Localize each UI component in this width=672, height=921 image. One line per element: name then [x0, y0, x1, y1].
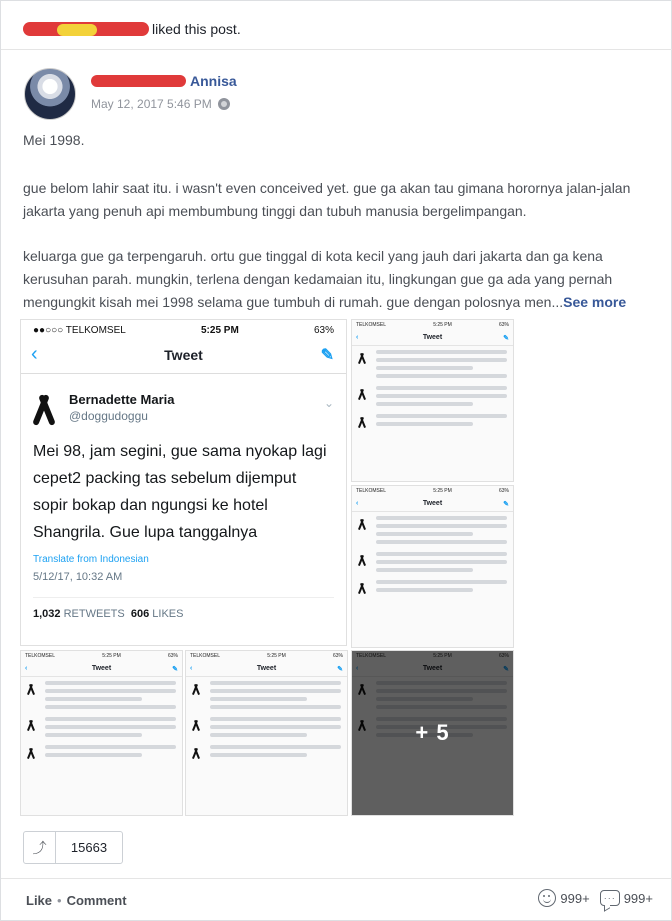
- thumb-title: Tweet: [256, 665, 277, 672]
- post-paragraph: gue belom lahir saat itu. i wasn't even conceived yet. gue ga akan tau gimana horornya jalan-jalan jakarta yang penuh api membumbung tinggi dan tubuh manusia bergelimpangan.: [23, 180, 631, 219]
- tweet-handle: @doggudoggu: [69, 408, 148, 423]
- retweets-count: 1,032: [33, 608, 61, 620]
- back-chevron-icon: ‹: [190, 665, 193, 672]
- black-ribbon-icon: [192, 747, 200, 759]
- tweet-nav: [21, 336, 346, 374]
- black-ribbon-icon: [358, 554, 366, 566]
- tweet-body: Mei 98, jam segini, gue sama nyokap lagi cepet2 packing tas sebelum dijemput sopir bokap dan ngungsi ke hotel Shangrila. Gue lupa tanggalnya: [33, 443, 327, 541]
- divider: [1, 49, 672, 50]
- tweet-author: Bernadette Maria: [69, 391, 175, 407]
- redacted-name: [91, 75, 186, 87]
- comments-summary[interactable]: [600, 890, 653, 906]
- carrier-label: TELKOMSEL: [356, 488, 387, 494]
- comments-count: 999+: [623, 890, 653, 906]
- more-photos-count: + 5: [415, 720, 450, 745]
- back-chevron-icon: ‹: [31, 343, 38, 365]
- post-paragraph: Mei 1998.: [23, 132, 85, 148]
- back-chevron-icon: ‹: [356, 334, 359, 341]
- separator-dot: •: [57, 893, 62, 908]
- post-paragraph: [23, 245, 663, 314]
- black-ribbon-icon: [358, 582, 366, 594]
- black-ribbon-icon: [33, 390, 55, 424]
- battery-label: 63%: [313, 324, 334, 336]
- photo-thumb[interactable]: [351, 485, 514, 648]
- globe-icon[interactable]: [218, 98, 230, 110]
- media-grid: [20, 319, 514, 816]
- chevron-down-icon: ⌄: [323, 396, 334, 410]
- translate-link: Translate from Indonesian: [33, 554, 149, 565]
- black-ribbon-icon: [192, 719, 200, 731]
- battery-label: 63%: [498, 322, 509, 328]
- thumb-title: Tweet: [422, 500, 443, 507]
- post-text: [23, 129, 663, 336]
- author-name[interactable]: Annisa: [190, 73, 237, 89]
- black-ribbon-icon: [27, 683, 35, 695]
- share-button[interactable]: [23, 831, 123, 864]
- battery-label: 63%: [332, 653, 343, 659]
- post-date[interactable]: May 12, 2017 5:46 PM: [91, 97, 212, 111]
- comment-icon: ···: [600, 890, 620, 906]
- post-paragraph-text: keluarga gue ga terpengaruh. ortu gue tinggal di kota kecil yang jauh dari jakarta dan ga kena kerusuhan parah. mungkin, terlena dengan kedamaian itu, lingkungan gue ga ada yang pernah mengungkit kisah mei 1998 selama gue tumbuh di rumah. gue dengan polosnya men...: [23, 248, 613, 310]
- compose-icon: ✎: [503, 501, 509, 508]
- black-ribbon-icon: [358, 352, 366, 364]
- tweet-counts: [33, 597, 334, 620]
- share-count: 15663: [70, 840, 108, 855]
- photo-main[interactable]: [20, 319, 347, 646]
- share-icon: ⤴: [24, 832, 56, 863]
- compose-icon: ✎: [320, 346, 334, 364]
- carrier-label: TELKOMSEL: [25, 653, 56, 659]
- clock-label: 5:25 PM: [267, 653, 286, 659]
- smile-icon: [538, 889, 556, 907]
- tweet-timestamp: 5/12/17, 10:32 AM: [33, 571, 123, 583]
- activity-line: [23, 21, 241, 37]
- black-ribbon-icon: [358, 518, 366, 530]
- likes-label: LIKES: [152, 608, 184, 620]
- like-button[interactable]: Like: [26, 893, 53, 908]
- clock-label: 5:25 PM: [102, 653, 121, 659]
- divider: [1, 878, 672, 879]
- photo-thumb-more[interactable]: [351, 650, 514, 816]
- black-ribbon-icon: [27, 747, 35, 759]
- compose-icon: ✎: [172, 666, 178, 673]
- activity-text: liked this post.: [152, 21, 241, 37]
- photo-thumb[interactable]: [351, 319, 514, 482]
- back-chevron-icon: ‹: [356, 500, 359, 507]
- thumb-title: Tweet: [422, 334, 443, 341]
- reactions-count: 999+: [560, 890, 590, 906]
- status-bar: [21, 320, 346, 336]
- compose-icon: ✎: [337, 666, 343, 673]
- more-photos-overlay[interactable]: [352, 651, 513, 815]
- avatar[interactable]: [24, 68, 76, 120]
- redacted-name: [23, 22, 149, 36]
- tweet-header: [21, 374, 346, 424]
- clock-label: 5:25 PM: [433, 322, 452, 328]
- reactions-summary[interactable]: [538, 889, 589, 907]
- reaction-counts: [538, 889, 653, 907]
- post-meta: [91, 97, 230, 111]
- back-chevron-icon: ‹: [25, 665, 28, 672]
- likes-count: 606: [130, 608, 150, 620]
- compose-icon: ✎: [503, 335, 509, 342]
- battery-label: 63%: [167, 653, 178, 659]
- black-ribbon-icon: [27, 719, 35, 731]
- black-ribbon-icon: [358, 388, 366, 400]
- action-bar: [26, 893, 127, 908]
- black-ribbon-icon: [358, 416, 366, 428]
- battery-label: 63%: [498, 488, 509, 494]
- photo-thumb[interactable]: [20, 650, 183, 816]
- nav-title: Tweet: [164, 346, 203, 363]
- thumb-title: Tweet: [91, 665, 112, 672]
- comment-button[interactable]: Comment: [66, 893, 127, 908]
- author-line: [91, 73, 237, 89]
- clock-label: 5:25 PM: [433, 488, 452, 494]
- carrier-label: ●●○○○ TELKOMSEL: [33, 324, 126, 336]
- photo-thumb[interactable]: [185, 650, 348, 816]
- clock-label: 5:25 PM: [201, 324, 239, 336]
- black-ribbon-icon: [192, 683, 200, 695]
- see-more-link[interactable]: See more: [563, 294, 627, 310]
- carrier-label: TELKOMSEL: [356, 322, 387, 328]
- carrier-label: TELKOMSEL: [190, 653, 221, 659]
- retweets-label: RETWEETS: [63, 608, 125, 620]
